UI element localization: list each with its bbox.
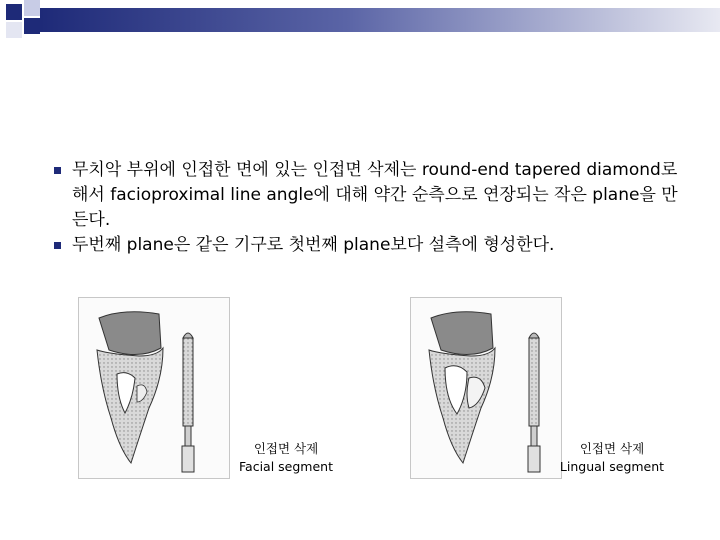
tooth-diamond-bur-illustration [411, 298, 561, 478]
deco-square [24, 18, 40, 34]
bullet-item [50, 233, 690, 258]
tooth-preparation-figure-facial [78, 297, 230, 479]
bullet-list [50, 158, 690, 258]
caption-english: Facial segment [239, 459, 333, 474]
square-bullet-icon [54, 167, 61, 174]
tooth-diamond-bur-illustration [79, 298, 229, 478]
caption-english: Lingual segment [559, 459, 665, 474]
deco-square [6, 4, 22, 20]
deco-square [6, 22, 22, 38]
bullet-text: 두번째 plane은 같은 기구로 첫번째 plane보다 설측에 형성한다. [72, 235, 555, 255]
bullet-text: 무치악 부위에 인접한 면에 있는 인접면 삭제는 round-end tapered diamond로 해서 facioproximal line angle에 대해 약간 순측으로 연장되는 작은 plane을 만든다. [72, 160, 678, 230]
tooth-preparation-figure-lingual [410, 297, 562, 479]
top-decoration [0, 0, 720, 40]
header-gradient-band [40, 8, 720, 32]
deco-square [24, 0, 40, 16]
figure-caption-facial [224, 440, 348, 476]
bullet-item [50, 158, 690, 233]
square-bullet-icon [54, 242, 61, 249]
figure-caption-lingual [548, 440, 676, 476]
caption-korean: 인접면 삭제 [579, 441, 645, 456]
caption-korean: 인접면 삭제 [253, 441, 319, 456]
